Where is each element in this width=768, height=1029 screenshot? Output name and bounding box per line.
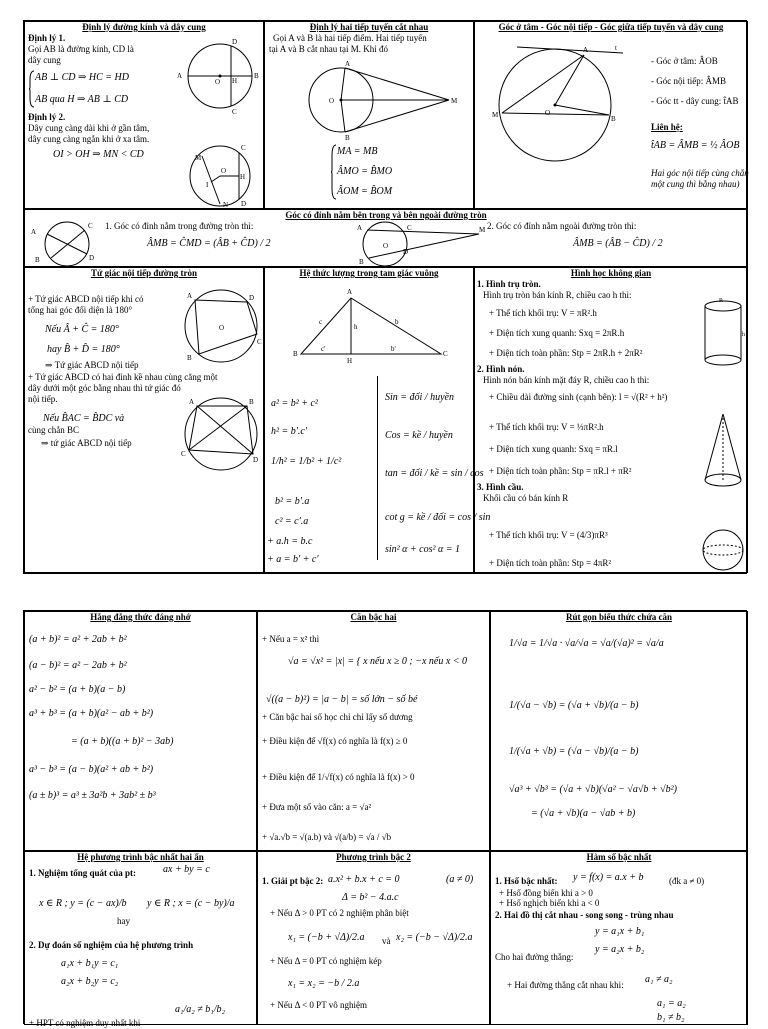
section-title: Phương trình bậc 2 [336,852,411,862]
formula: AB qua H ⇒ AB ⊥ CD [35,94,129,105]
formula: (a ± b)³ = a³ ± 3a²b + 3ab² ± b³ [29,790,156,801]
svg-text:H: H [240,173,246,181]
svg-text:t: t [615,44,617,52]
text-line: 2. Góc có đỉnh nằm ngoài đường tròn thì: [487,221,637,231]
text-line: Khối cầu có bán kính R [483,493,569,503]
text-line: hay [117,916,130,926]
svg-text:C: C [443,350,448,358]
svg-text:R: R [719,298,724,304]
formula: MA = MB [337,146,378,157]
formula: + Thể tích khối trụ: V = πR².h [489,308,597,318]
circle-diagram [175,36,263,208]
svg-text:B: B [359,258,364,266]
formula: y = f(x) = a.x + b [573,872,644,883]
formula: x ∈ R ; y = (c − ax)/b [39,898,127,909]
formula: b₁ ≠ b₂ [657,1012,685,1023]
section-title: Tứ giác nội tiếp đường tròn [90,268,198,278]
svg-text:A: A [347,288,353,296]
formula: + a = b' + c' [267,554,319,565]
section-title: Rút gọn biểu thức chứa căn [565,612,673,622]
svg-text:B: B [187,354,192,362]
section-angles [474,21,748,209]
svg-text:c': c' [321,345,326,353]
subheading: 1. Hình trụ tròn. [477,279,541,289]
formula: a₁ = a₂ [657,998,686,1009]
svg-text:c: c [319,318,323,326]
formula: + Thể tích khối trụ: V = ⅓πR².h [489,422,604,432]
svg-text:A: A [583,46,589,54]
formula: Cos = kề / huyền [385,430,453,441]
svg-text:B: B [35,256,40,264]
formula: = (a + b)((a + b)² − 3ab) [71,736,174,747]
text-line: Gọi A và B là hai tiếp điểm. Hai tiếp tuyến [273,33,427,43]
svg-text:C: C [407,224,412,232]
text-line: và [382,936,391,946]
formula: a² = b² + c² [271,398,318,409]
svg-text:H: H [347,357,353,365]
text-line: + Nếu Δ < 0 PT vô nghiệm [270,1000,368,1010]
system-brace [331,144,337,200]
svg-text:C: C [88,222,93,230]
subheading: 2. Hai đồ thị cắt nhau - song song - trùng nhau [495,910,674,920]
inner-vertex-diagram [27,218,105,268]
formula: a₂x + b₂y = c₂ [61,976,119,987]
formula: Sin = đối / huyền [385,392,454,403]
svg-text:b': b' [391,345,396,353]
label-line: - Góc ở tâm: ÂOB [651,56,718,66]
svg-text:h: h [354,323,358,331]
subheading: 1. Nghiệm tổng quát của pt: [29,868,137,878]
svg-text:A: A [345,60,351,68]
formula: + Diện tích toàn phần: Stp = πR.l + πR² [489,466,632,476]
text-line: 1. Góc có đỉnh nằm trong đường tròn thì: [105,221,254,231]
text-line: + Điều kiện để 1/√f(x) có nghĩa là f(x) > 0 [262,772,415,782]
svg-text:H: H [232,77,238,85]
label-line: - Góc nội tiếp: ÂMB [651,76,726,86]
text-line: + √a.√b = √(a.b) và √(a/b) = √a / √b [262,832,392,842]
formula: √((a − b)²) = |a − b| = số lớn − số bé [266,694,418,705]
formula: h² = b'.c' [271,426,307,437]
section-cyclic-quad [24,267,264,573]
text-line: Gọi AB là đường kính, CD là [28,44,134,54]
section-title: Định lý đường kính và dây cung [82,22,206,32]
right-triangle-diagram [291,284,451,364]
svg-text:O: O [383,242,389,250]
formula: + Diện tích xung quanh: Sxq = 2πR.h [489,328,625,338]
formula: = (√a + √b)(a − √ab + b) [531,808,636,819]
text-line: dây cung [28,55,61,65]
formula: t̂AB = ÂMB = ½ ÂOB [651,140,740,151]
section-title: Định lý hai tiếp tuyến cắt nhau [309,22,429,32]
text-line: + Hsố nghịch biến khi a < 0 [499,898,600,908]
svg-text:D: D [241,200,247,208]
svg-text:B: B [611,115,616,123]
svg-text:M: M [479,226,486,234]
subheading: 2. Dự đoán số nghiệm của hệ phương trình [29,940,194,950]
text-line: nội tiếp. [28,394,58,404]
svg-text:C: C [232,108,237,116]
svg-text:M: M [195,154,202,162]
formula: (a + b)² = a² + 2ab + b² [29,634,127,645]
formula: √a = √x² = |x| = { x nếu x ≥ 0 ; −x nếu x < 0 [288,656,468,667]
system-brace [29,70,35,108]
text-line: ⇒ Tứ giác ABCD nội tiếp [45,360,139,370]
svg-text:D: D [249,294,255,302]
section-title: Hệ phương trình bậc nhất hai ẩn [77,852,204,862]
formula: a³ + b³ = (a + b)(a² − ab + b²) [29,708,154,719]
formula: x₂ = (−b − √Δ)/2.a [396,932,473,943]
svg-text:M: M [492,111,499,119]
formula: y = a₁x + b₁ [595,926,645,937]
svg-text:D: D [253,456,259,464]
text-line: + Nếu Δ = 0 PT có nghiệm kép [270,956,382,966]
svg-text:b: b [395,318,399,326]
text-line: ⇒ tứ giác ABCD nội tiếp [41,438,132,448]
divider-line [377,376,378,560]
formula: ÂMB = ĈMD = (ÂB + ĈD) / 2 [147,238,271,249]
text-line: tổng hai góc đối diện là 180° [28,305,133,315]
svg-text:A: A [357,224,363,232]
formula: y = a₂x + b₂ [595,944,645,955]
svg-text:A: A [31,228,37,236]
section-title: Căn bậc hai [350,612,397,622]
svg-text:B: B [345,134,350,142]
formula: a₁x + b₁y = c₁ [61,958,119,969]
text-line: + Tứ giác ABCD nội tiếp khi có [28,294,144,304]
svg-text:N: N [223,201,229,209]
formula: + Diện tích xung quanh: Sxq = πR.l [489,444,618,454]
cyclic-quad-diagrams [177,284,263,480]
formula: + Chiều dài đường sinh (cạnh bên): l = √(R² + h²) [489,392,668,402]
text-line: tại A và B cắt nhau tại M. Khi đó [269,44,388,54]
formula: a₁/a₂ ≠ b₁/b₂ [175,1004,225,1015]
formula: hay B̂ + D̂ = 180° [47,344,120,355]
text-line: + Tứ giác ABCD có hai đỉnh kề nhau cùng căng một [28,372,218,382]
formula: OI > OH ⇒ MN < CD [53,149,144,160]
formula: a² − b² = (a + b)(a − b) [29,684,126,695]
formula: tan = đối / kề = sin / cos [385,468,484,479]
formula: x₁ = (−b + √Δ)/2.a [288,932,365,943]
text-line: + Đưa một số vào căn: a = √a² [262,802,372,812]
section-linear-function [490,851,748,1025]
section-square-root [257,611,490,851]
formula: 1/√a = 1/√a · √a/√a = √a/(√a)² = √a/a [509,638,664,649]
section-two-tangents [264,21,474,209]
subheading: 1. Giải pt bậc 2: [262,876,324,886]
section-title: Góc ở tâm - Góc nội tiếp - Góc giữa tiếp tuyến và dây cung [498,22,724,32]
note-line: một cung thì bằng nhau) [651,179,740,189]
formula: (a ≠ 0) [446,874,474,885]
svg-text:C: C [257,338,262,346]
svg-text:O: O [329,97,335,105]
formula: cot g = kề / đối = cos / sin [385,512,491,523]
formula: 1/h² = 1/b² + 1/c² [271,456,342,467]
subheading: 1. Hsố bậc nhất: [495,876,558,886]
text-line: Cho hai đường thẳng: [495,952,574,962]
formula: x₁ = x₂ = −b / 2.a [288,978,360,989]
text-line: + Nếu a = x² thì [262,634,320,644]
formula: 1/(√a − √b) = (√a + √b)/(a − b) [509,700,639,711]
top-sheet [23,20,747,574]
formula: + Diện tích toàn phần: Stp = 4πR² [489,558,612,568]
tangent-diagram [289,56,465,140]
formula: ÂOM = B̂OM [337,186,393,197]
outer-vertex-diagram [355,218,485,268]
formula: Δ = b² − 4.a.c [342,892,399,903]
svg-text:B: B [293,350,298,358]
text-line: + Căn bậc hai số học chỉ chỉ lấy số dương [262,712,413,722]
svg-text:B: B [249,398,254,406]
section-quadratic [257,851,490,1025]
svg-text:D: D [89,254,95,262]
section-diameter-chord [24,21,264,209]
section-linear-system [24,851,257,1028]
subheading: 2. Hình nón. [477,364,525,374]
formula: y ∈ R ; x = (c − by)/a [147,898,235,909]
theorem-1-label: Định lý 1. [28,33,66,43]
svg-text:D: D [403,248,409,256]
svg-text:M: M [451,97,458,105]
formula: a³ − b³ = (a − b)(a² + ab + b²) [29,764,154,775]
text-line: + Hai đường thẳng cắt nhau khi: [507,980,624,990]
section-title: Hàm số bậc nhất [586,852,652,862]
formula: ax + by = c [163,864,210,875]
svg-text:O: O [219,324,225,332]
formula: ÂMO = B̂MO [337,166,393,177]
formula: Nếu B̂AC = B̂DC và [43,413,125,424]
formula: a₁ ≠ a₂ [645,974,673,985]
text-line: (đk a ≠ 0) [669,876,705,886]
angle-circle-diagram [477,35,623,163]
svg-text:A: A [187,292,193,300]
svg-text:C: C [181,450,186,458]
formula: a.x² + b.x + c = 0 [328,874,400,885]
svg-text:C: C [241,144,246,152]
svg-text:h: h [742,332,745,338]
text-line: dây cung càng ngắn khi ở xa tâm. [28,134,150,144]
text-line: Hình trụ tròn bán kính R, chiều cao h thì: [483,290,632,300]
formula: + a.h = b.c [267,536,313,547]
text-line: + Nếu Δ > 0 PT có 2 nghiệm phân biệt [270,908,409,918]
formula: AB ⊥ CD ⇒ HC = HD [35,72,129,83]
formula: sin² α + cos² α = 1 [385,544,460,555]
section-vertex-angles [24,209,748,267]
note-line: Hai góc nội tiếp cùng chắn [651,168,749,178]
formula: b² = b'.a [275,496,310,507]
formula: + Diện tích toàn phần: Stp = 2πR.h + 2πR² [489,348,643,358]
section-simplify-roots [490,611,748,851]
svg-text:B: B [254,72,259,80]
formula: 1/(√a + √b) = (√a − √b)/(a − b) [509,746,639,757]
text-line: Dây cung càng dài khi ở gần tâm, [28,123,150,133]
svg-text:O: O [545,109,551,117]
formula: (a − b)² = a² − 2ab + b² [29,660,127,671]
relation-label: Liên hệ: [651,122,683,132]
text-line: Hình nón bán kính mặt đáy R, chiều cao h thì: [483,375,650,385]
svg-text:D: D [232,38,238,46]
section-title: Hình học không gian [570,268,652,278]
section-solid-geometry [474,267,748,573]
solids-diagram [701,284,747,574]
section-right-triangle [264,267,491,573]
section-title: Hệ thức lượng trong tam giác vuông [299,268,439,278]
bottom-sheet [23,610,747,1028]
formula: √a³ + √b³ = (√a + √b)(√a² − √a√b + √b²) [509,784,677,795]
svg-text:I: I [206,181,209,189]
text-line: + Điều kiện để √f(x) có nghĩa là f(x) ≥ 0 [262,736,408,746]
svg-text:O: O [221,167,227,175]
svg-text:O: O [215,78,221,86]
text-line: dây dưới một góc bằng nhau thì tứ giác đó [28,383,181,393]
text-line: + Hsố đồng biến khi a > 0 [499,888,593,898]
theorem-2-label: Định lý 2. [28,112,66,122]
formula: Nếu Â + Ĉ = 180° [45,324,119,335]
formula: c² = c'.a [275,516,309,527]
label-line: - Góc tt - dây cung: t̂AB [651,96,739,106]
text-line: + HPT có nghiệm duy nhất khi [29,1018,141,1028]
subheading: 3. Hình cầu. [477,482,524,492]
svg-text:A: A [189,398,195,406]
section-title: Góc có đỉnh nằm bên trong và bên ngoài đường tròn [285,210,487,220]
formula: + Thể tích khối trụ: V = (4/3)πR³ [489,530,608,540]
section-identities [24,611,257,851]
formula: ÂMB = (ÂB − ĈD) / 2 [573,238,663,249]
text-line: cùng chắn BC [28,425,79,435]
svg-text:A: A [177,72,183,80]
section-title: Hằng đẳng thức đáng nhớ [90,612,191,622]
